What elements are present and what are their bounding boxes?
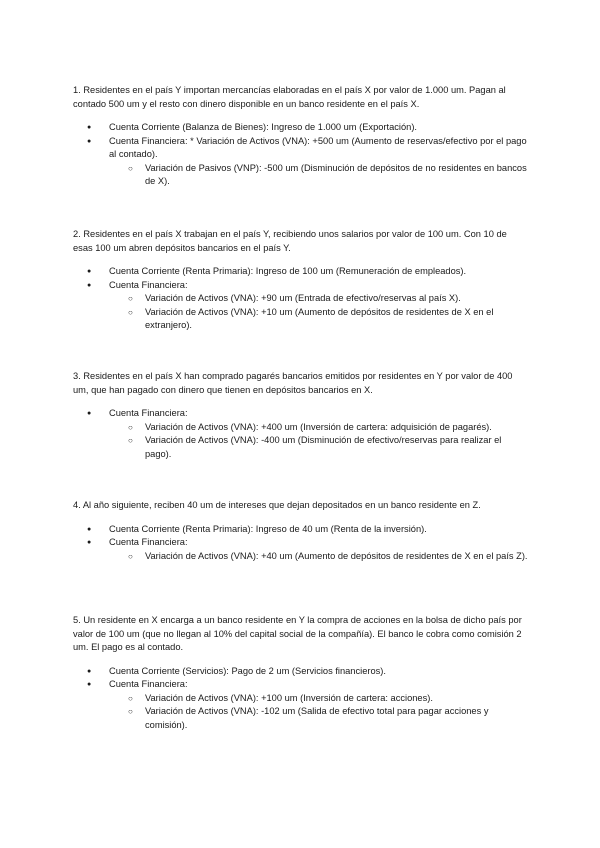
list-item	[73, 665, 528, 679]
sub-item-text: Variación de Activos (VNA): +400 um (Inversión de cartera: adquisición de pagarés).	[145, 421, 492, 432]
sub-item-text: Variación de Activos (VNA): +90 um (Entrada de efectivo/reservas al país X).	[145, 293, 461, 303]
bullet-list	[73, 265, 528, 333]
sub-item-text: Variación de Activos (VNA): +10 um (Aumento de depósitos de residentes de X en el extranjero).	[145, 306, 494, 330]
list-item	[73, 523, 528, 537]
sub-list	[109, 692, 528, 733]
sub-list-item	[109, 705, 528, 732]
list-item-text: Cuenta Financiera:	[109, 679, 188, 689]
sub-item-text: Variación de Pasivos (VNP): -500 um (Disminución de depósitos de no residentes en bancos de X).	[145, 162, 527, 186]
bullet-list	[73, 523, 528, 564]
sub-list-item	[109, 162, 528, 189]
list-item-text: Cuenta Corriente (Renta Primaria): Ingreso de 40 um (Renta de la inversión).	[109, 523, 427, 534]
section-5	[73, 614, 528, 732]
list-item	[73, 121, 528, 135]
sub-list-item	[109, 292, 528, 306]
sub-item-text: Variación de Activos (VNA): -400 um (Disminución de efectivo/reservas para realizar el pago).	[145, 435, 502, 459]
list-item-text: Cuenta Financiera:	[109, 537, 188, 547]
list-item	[73, 407, 528, 461]
list-item-text: Cuenta Financiera:	[109, 408, 188, 418]
list-item-text: Cuenta Corriente (Renta Primaria): Ingreso de 100 um (Remuneración de empleados).	[109, 266, 467, 276]
sub-item-text: Variación de Activos (VNA): +100 um (Inversión de cartera: acciones).	[145, 692, 433, 703]
section-intro: 1. Residentes en el país Y importan mercancías elaboradas en el país X por valor de 1.000 um. Pagan al contado 500 um y el resto con dinero disponible en un banco residente en el país X.	[73, 85, 506, 109]
bullet-list	[73, 121, 528, 189]
list-item-text: Cuenta Corriente (Servicios): Pago de 2 um (Servicios financieros).	[109, 665, 386, 676]
sub-item-text: Variación de Activos (VNA): -102 um (Salida de efectivo total para pagar acciones y comisión).	[145, 706, 489, 730]
list-item	[73, 135, 528, 189]
sub-list	[109, 421, 528, 462]
list-item-text: Cuenta Financiera:	[109, 279, 188, 290]
list-item	[73, 265, 528, 279]
section-intro: 3. Residentes en el país X han comprado pagarés bancarios emitidos por residentes en Y por valor de 400 um, que han pagado con dinero que tienen en depósitos bancarios en X.	[73, 371, 513, 395]
sub-list	[109, 292, 528, 333]
list-item	[73, 536, 528, 563]
list-item	[73, 279, 528, 333]
section-1	[73, 84, 528, 189]
section-intro: 2. Residentes en el país X trabajan en el país Y, recibiendo unos salarios por valor de 100 um. Con 10 de esas 100 um abren depósitos bancarios en el país Y.	[73, 229, 507, 253]
sub-list	[109, 550, 528, 564]
section-4	[73, 499, 528, 563]
sub-list-item	[109, 434, 528, 461]
sub-list-item	[109, 692, 528, 706]
section-intro: 5. Un residente en X encarga a un banco residente en Y la compra de acciones en la bolsa de dicho país por valor de 100 um (que no llegan al 10% del capital social de la compañía). El banco le cobra como comisión 2 um. El pago es al contado.	[73, 615, 522, 652]
list-item-text: Cuenta Corriente (Balanza de Bienes): Ingreso de 1.000 um (Exportación).	[109, 122, 418, 132]
sub-item-text: Variación de Activos (VNA): +40 um (Aumento de depósitos de residentes de X en el país Z).	[145, 550, 528, 561]
section-2	[73, 228, 528, 333]
bullet-list	[73, 665, 528, 733]
list-item	[73, 678, 528, 732]
bullet-list	[73, 407, 528, 461]
sub-list-item	[109, 306, 528, 333]
sub-list-item	[109, 550, 528, 564]
sub-list	[109, 162, 528, 189]
list-item-text: Cuenta Financiera: * Variación de Activos (VNA): +500 um (Aumento de reservas/efectivo por el pago al contado).	[109, 135, 527, 159]
sub-list-item	[109, 421, 528, 435]
section-3	[73, 370, 528, 461]
section-intro: 4. Al año siguiente, reciben 40 um de intereses que dejan depositados en un banco residente en Z.	[73, 500, 481, 510]
